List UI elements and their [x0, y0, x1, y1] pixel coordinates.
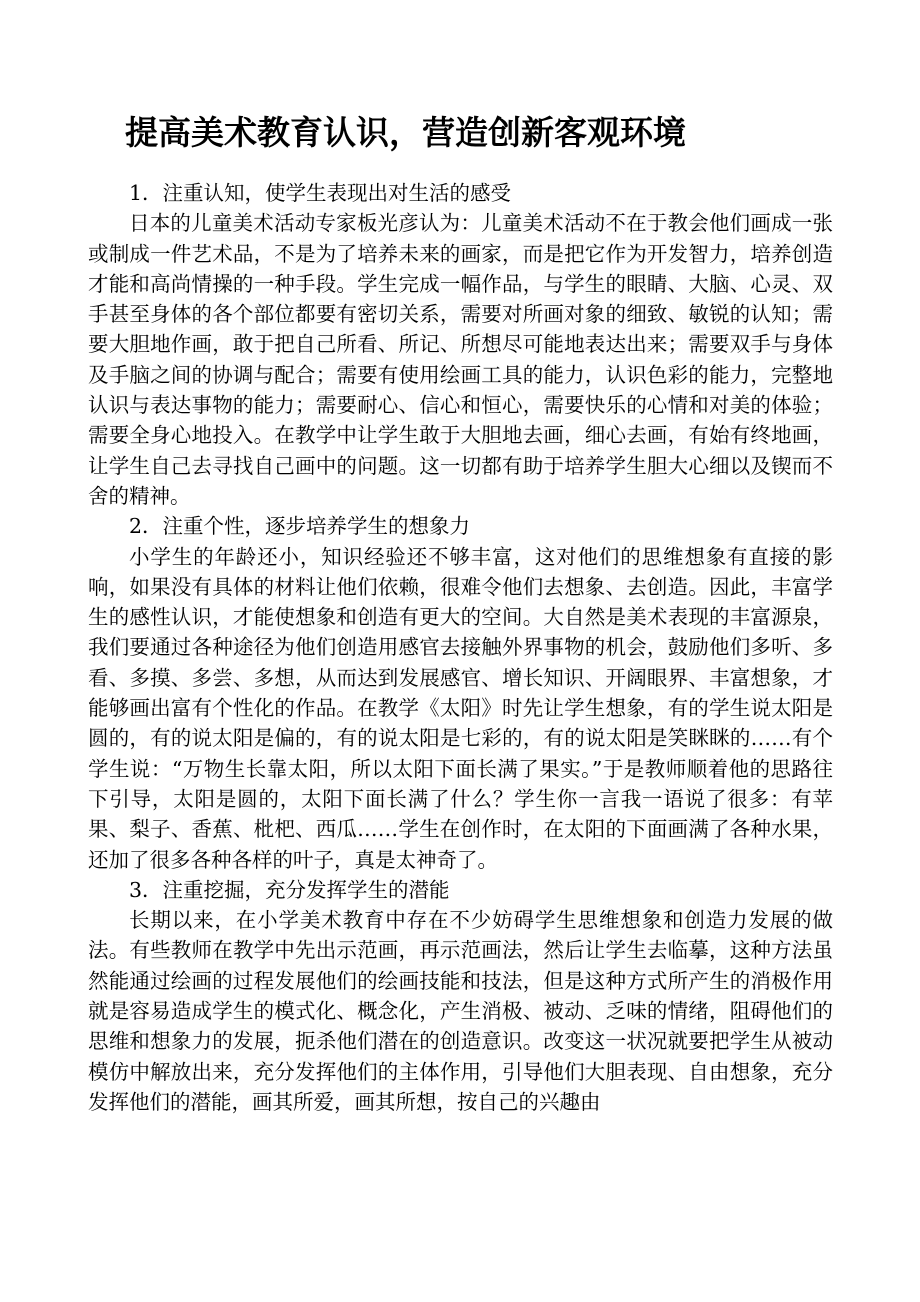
section-1-paragraph: 日本的儿童美术活动专家板光彦认为：儿童美术活动不在于教会他们画成一张或制成一件艺术品，不是为了培养未来的画家，而是把它作为开发智力，培养创造才能和高尚情操的一种手段。学生完成一幅作品，与学生的眼睛、大脑、心灵、双手甚至身体的各个部位都要有密切关系，需要对所画对象的细致、敏锐的认知；需要大胆地作画，敢于把自己所看、所记、所想尽可能地表达出来；需要双手与身体及手脑之间的协调与配合；需要有使用绘画工具的能力，认识色彩的能力，完整地认识与表达事物的能力；需要耐心、信心和恒心，需要快乐的心情和对美的体验；需要全身心地投入。在教学中让学生敢于大胆地去画，细心去画，有始有终地画，让学生自己去寻找自己画中的问题。这一切都有助于培养学生胆大心细以及锲而不舍的精神。	[88, 211, 833, 508]
document-body	[88, 178, 833, 1117]
section-3-heading: 3．注重挖掘，充分发挥学生的潜能	[129, 877, 450, 902]
section-1-heading: 1．注重认知，使学生表现出对生活的感受	[129, 181, 512, 205]
document-title: 提高美术教育认识，营造创新客观环境	[125, 113, 686, 152]
section-3-paragraph: 长期以来，在小学美术教育中存在不少妨碍学生思维想象和创造力发展的做法。有些教师在教学中先出示范画，再示范画法，然后让学生去临摹，这种方法虽然能通过绘画的过程发展他们的绘画技能和技法，但是这种方式所产生的消极作用就是容易造成学生的模式化、概念化，产生消极、被动、乏味的情绪，阻碍他们的思维和想象力的发展，扼杀他们潜在的创造意识。改变这一状况就要把学生从被动模仿中解放出来，充分发挥他们的主体作用，引导他们大胆表现、自由想象，充分发挥他们的潜能，画其所爱，画其所想，按自己的兴趣由	[88, 908, 833, 1114]
section-2-paragraph: 小学生的年龄还小，知识经验还不够丰富，这对他们的思维想象有直接的影响，如果没有具体的材料让他们依赖，很难令他们去想象、去创造。因此，丰富学生的感性认识，才能使想象和创造有更大的空间。大自然是美术表现的丰富源泉，我们要通过各种途径为他们创造用感官去接触外界事物的机会，鼓励他们多听、多看、多摸、多尝、多想，从而达到发展感官、增长知识、开阔眼界、丰富想象，才能够画出富有个性化的作品。在教学《太阳》时先让学生想象，有的学生说太阳是圆的，有的说太阳是偏的，有的说太阳是七彩的，有的说太阳是笑眯眯的……有个学生说：“万物生长靠太阳，所以太阳下面长满了果实。”于是教师顺着他的思路往下引导，太阳是圆的，太阳下面长满了什么？学生你一言我一语说了很多：有苹果、梨子、香蕉、枇杷、西瓜……学生在创作时，在太阳的下面画满了各种水果，还加了很多各种各样的叶子，真是太神奇了。	[88, 544, 833, 872]
section-2-heading: 2．注重个性，逐步培养学生的想象力	[129, 514, 471, 539]
